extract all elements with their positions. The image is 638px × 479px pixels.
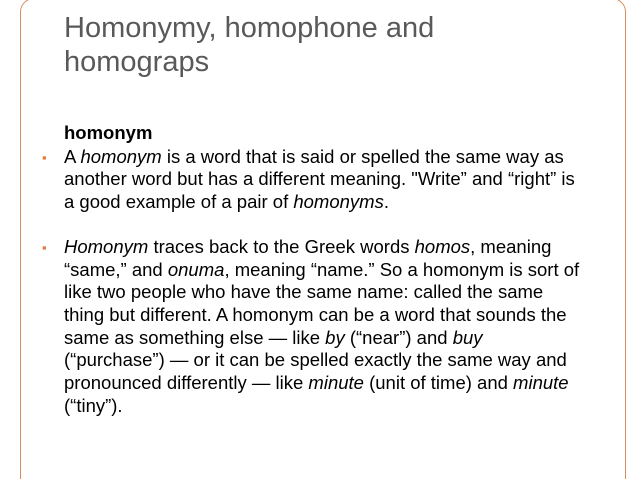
italic-term: Homonym <box>64 235 149 257</box>
section-heading: homonym <box>64 122 153 143</box>
square-bullet-icon: ▪ <box>42 239 47 255</box>
text-run: . <box>383 191 389 213</box>
italic-term: homos <box>414 235 471 257</box>
slide-title: Homonymy, homophone and homograps <box>64 12 435 78</box>
text-run: is a word that is said or spelled the same way as another word but has a different meaning. "Write” and “right” is a good example of a pair of <box>64 145 575 213</box>
italic-term: homonyms <box>293 191 384 213</box>
text-run: (“tiny”). <box>64 394 123 416</box>
italic-term: minute <box>513 372 569 394</box>
italic-term: by <box>325 326 345 348</box>
text-run: (“purchase”) — or it can be spelled exactly the same way and pronounced differently — like <box>64 349 567 394</box>
text-run: (“near”) and <box>344 326 453 348</box>
italic-term: minute <box>308 372 364 394</box>
text-run: A <box>64 145 81 167</box>
bullet-item <box>42 146 582 214</box>
bullet-text <box>64 146 582 214</box>
square-bullet-icon: ▪ <box>42 149 47 165</box>
text-run: (unit of time) and <box>363 372 514 394</box>
bullet-text <box>64 236 582 418</box>
italic-term: homonym <box>80 145 162 167</box>
slide-content <box>42 122 582 417</box>
bullet-item <box>42 236 582 418</box>
text-run: , meaning “name.” So a homonym is sort of like two people who have the same name: called the same thing but different. A homonym can be a word that sounds the same as something else — like <box>64 258 580 348</box>
text-run: , meaning “same,” and <box>64 235 552 280</box>
italic-term: onuma <box>167 258 225 280</box>
italic-term: buy <box>452 326 483 348</box>
text-run: traces back to the Greek words <box>148 235 415 257</box>
